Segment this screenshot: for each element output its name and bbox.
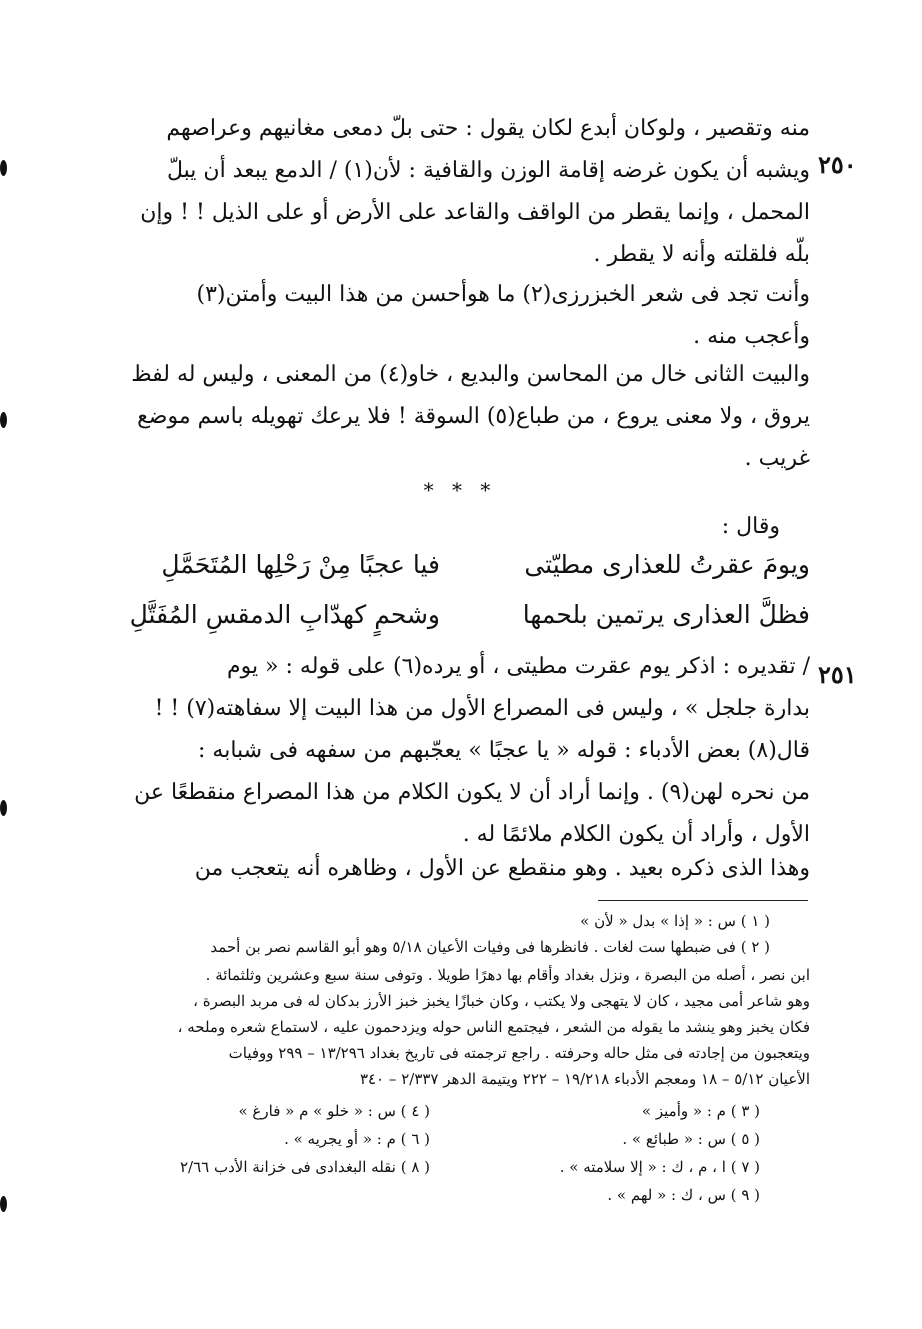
footnote-divider [598, 900, 808, 901]
footnote-right: ( ٧ ) ا ، م ، ك : « إلا سلامته » . [559, 1158, 760, 1176]
text-line: والبيت الثانى خال من المحاسن والبديع ، خاو(٤) من المعنى ، وليس له لفظ [131, 362, 810, 387]
paragraph-1 [110, 108, 810, 276]
text-line: بدارة جلجل » ، وليس فى المصراع الأول من هذا البيت إلا سفاهته(٧) ! ! [154, 696, 810, 721]
text-line: منه وتقصير ، ولوكان أبدع لكان يقول : حتى بلّ دمعى مغانيهم وعراصهم [166, 116, 810, 141]
left-edge-mark [0, 800, 7, 816]
verse-first-hemistich: ويومَ عقرتُ للعذارى مطيّتى [524, 550, 810, 579]
footnote-line: فكان يخبز وهو ينشد ما يقوله من الشعر ، فيجتمع الناس حوله ويزدحمون عليه ، لاستماع شعره وملحه ، [177, 1018, 810, 1036]
text-line: وقال : [721, 514, 780, 539]
section-separator: * * * [423, 478, 497, 502]
paragraph-4 [110, 646, 810, 730]
text-line: قال(٨) بعض الأدباء : قوله « يا عجبًا » يعجّبهم من سفهه فى شبابه : [198, 738, 810, 763]
text-line: / تقديره : اذكر يوم عقرت مطيتى ، أو يرده(٦) على قوله : « يوم [226, 654, 810, 679]
paragraph-5 [110, 730, 810, 856]
footnote-line: الأعيان ٥/١٢ – ١٨ ومعجم الأدباء ١٩/٢١٨ – ٢٢٢ ويتيمة الدهر ٢/٣٣٧ – ٣٤٠ [359, 1070, 810, 1088]
text-line: غريب . [744, 446, 810, 471]
footnote-left: ( ٤ ) س : « خلو » م « فارغ » [238, 1102, 430, 1120]
footnote-right: ( ٣ ) م : « وأميز » [641, 1102, 760, 1120]
footnote-line: ( ١ ) س : « إذا » بدل « لأن » [580, 912, 770, 930]
footnote-left: ( ٨ ) نقله البغدادى فى خزانة الأدب ٢/٦٦ [179, 1158, 430, 1176]
text-line: المحمل ، وإنما يقطر من الواقف والقاعد على الأرض أو على الذيل ! ! وإن [140, 200, 810, 225]
text-line: ويشبه أن يكون غرضه إقامة الوزن والقافية : لأن(١) / الدمع يبعد أن يبلّ [167, 158, 810, 183]
text-line: وأنت تجد فى شعر الخبزرزى(٢) ما هوأحسن من هذا البيت وأمتن(٣) [196, 282, 810, 307]
text-line: وهذا الذى ذكره بعيد . وهو منقطع عن الأول ، وظاهره أنه يتعجب من [194, 856, 810, 881]
left-edge-mark [0, 1196, 7, 1212]
paragraph-6 [110, 848, 810, 890]
poem-verse [110, 550, 810, 592]
footnote-line: ابن نصر ، أصله من البصرة ، ونزل بغداد وأقام بها دهرًا طويلا . وتوفى سنة سبع وعشرين وثلثمائة . [205, 966, 810, 984]
footnote-right: ( ٥ ) س : « طبائع » . [622, 1130, 760, 1148]
footnote-left: ( ٦ ) م : « أو يجريه » . [284, 1130, 430, 1148]
paragraph-2 [110, 274, 810, 358]
footnote-line: وهو شاعر أمى مجيد ، كان لا يتهجى ولا يكتب ، وكان خبازًا يخبز خبز الأرز بدكان له فى مربد البصرة ، [193, 992, 810, 1010]
footnote-line: ( ٢ ) فى ضبطها ست لغات . فانظرها فى وفيات الأعيان ٥/١٨ وهو أبو القاسم نصر بن أحمد [210, 938, 770, 956]
verse-second-hemistich: فيا عجبًا مِنْ رَحْلِها المُتَحَمَّلِ [161, 550, 440, 579]
verse-first-hemistich: فظلَّ العذارى يرتمين بلحمها [522, 600, 810, 629]
text-line: بلّه فلقلته وأنه لا يقطر . [593, 242, 810, 267]
margin-page-number: ٢٥١ [818, 660, 857, 689]
qala-line [110, 506, 810, 548]
footnote-line: ويتعجبون من إجادته فى مثل حاله وحرفته . راجع ترجمته فى تاريخ بغداد ١٣/٢٩٦ – ٢٩٩ ووفيات [228, 1044, 810, 1062]
footnote-right: ( ٩ ) س ، ك : « لهم » . [607, 1186, 760, 1204]
paragraph-3 [110, 354, 810, 480]
left-edge-mark [0, 160, 7, 176]
margin-page-number: ٢٥٠ [818, 150, 857, 179]
verse-second-hemistich: وشحمٍ كهدّابِ الدمقسِ المُفَتَّلِ [129, 600, 440, 629]
text-line: يروق ، ولا معنى يروع ، من طباع(٥) السوقة ! فلا يرعك تهويله باسم موضع [137, 404, 810, 429]
left-edge-mark [0, 412, 7, 428]
poem-verse [110, 600, 810, 642]
text-line: الأول ، وأراد أن يكون الكلام ملائمًا له . [462, 822, 810, 847]
text-line: وأعجب منه . [693, 324, 810, 349]
text-line: من نحره لهن(٩) . وإنما أراد أن لا يكون الكلام من هذا المصراع منقطعًا عن [134, 780, 810, 805]
